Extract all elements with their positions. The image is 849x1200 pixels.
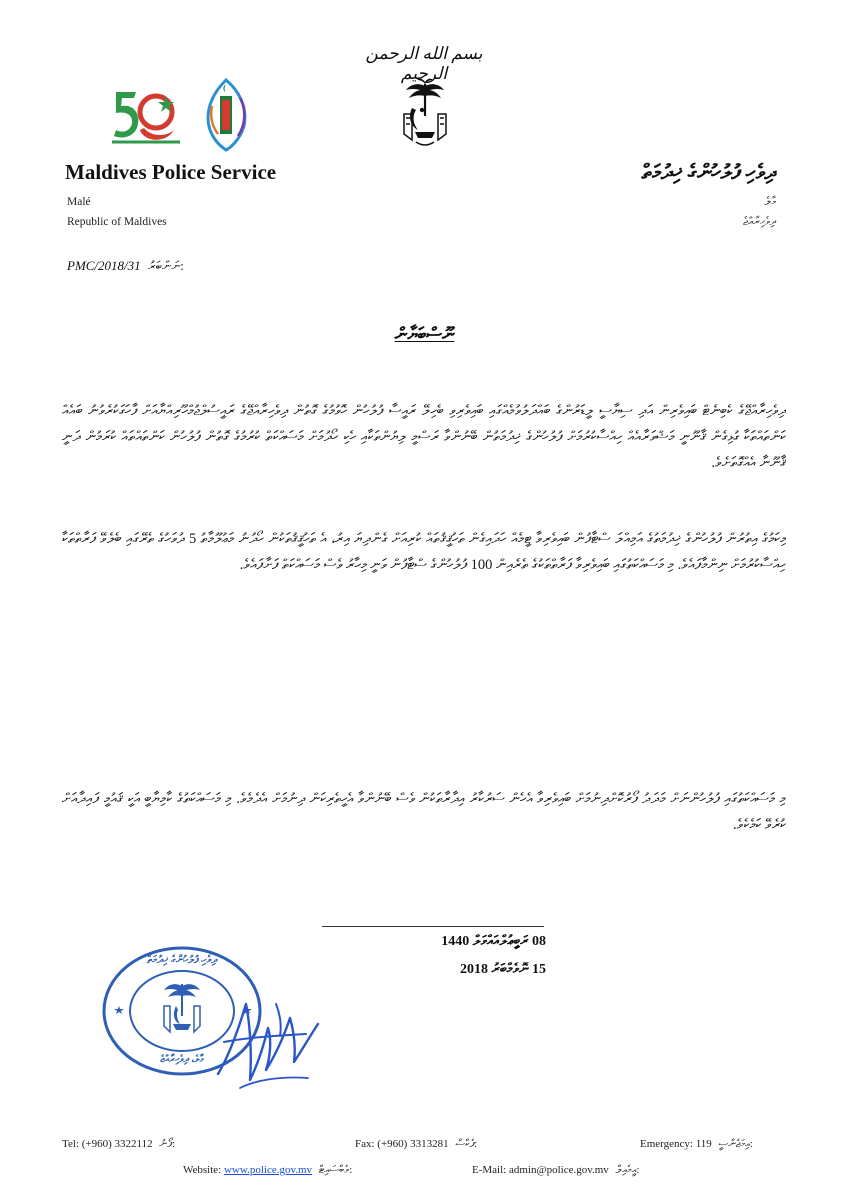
fax-number: Fax: (+960) 3313281	[355, 1138, 449, 1150]
emergency-label-dhivehi: އިމަޖެންސީ:	[718, 1138, 753, 1150]
footer-fax	[355, 1138, 477, 1151]
reference-number	[67, 258, 184, 274]
website-link[interactable]: www.police.gov.mv	[223, 1164, 313, 1176]
email-address[interactable]: E-Mail: admin@police.gov.mv	[472, 1164, 609, 1176]
telephone-label-dhivehi: ފޯނު:	[159, 1138, 176, 1150]
website-label: Website:	[183, 1164, 222, 1176]
gregorian-date	[356, 962, 546, 978]
footer-email	[472, 1164, 640, 1177]
gregorian-year: 2018	[460, 962, 489, 977]
bismillah-calligraphy: بسم الله الرحمن الرحيم	[365, 44, 483, 83]
body-paragraph-1: ދިވެހިރާއްޖޭގެ ކެބިނެޓް ބައިވެރިން އަދި ސިޔާސީ ލީޑަރުންގެ ބައްދަލުވުމެއްގައި ބައިވެރިވި ބެހިލޭ ރައީސާ ފުލުހުން ހޮވުމުގެ ގޮތުން ދިވެހިރާއްޖޭގެ ރައީސުލްޖުމްހޫރިއްޔާއަށް ފާހަގަކުރެވުނު ބައެއް ކަންތައްތަކާ ގުޅިގެން ޤާނޫނީ މަޝްވަރާއެއް ހިއްސާކުރުމަށް ފުލުހުންގެ ޚިދުމަތުން ބޭނުންވާ ރަސްމީ ލިޔުންތަކާއި ހެކި ހޯދުމަށް މަސައްކަތް ކުރުމުގެ ގޮތުން ފުލުހުން ކަންތައްތައް ކުރަމުން ދަނީ ޤާނޫނާ އެއްގޮތަށެވެ.	[62, 403, 786, 471]
emergency-number: Emergency: 119	[640, 1138, 712, 1150]
hijri-day: 08	[532, 934, 546, 949]
reference-label: ނަންބަރު:	[147, 258, 184, 273]
reference-value: PMC/2018/31	[67, 258, 141, 273]
signature-line	[322, 926, 544, 927]
state-emblem-icon	[382, 76, 468, 158]
website-label-dhivehi: ވެބްސައިޓް:	[318, 1164, 353, 1176]
country-english: Republic of Maldives	[67, 216, 167, 228]
gregorian-month: ނޮވެމްބަރު	[491, 962, 529, 977]
hijri-month: ރަބީޢުލްއައްވަލް	[472, 934, 529, 949]
city-dhivehi: މާލެ	[764, 196, 776, 208]
gregorian-day: 15	[532, 962, 546, 977]
body-paragraph-2: މިކަމުގެ އިތުރުން ފުލުހުންގެ ޚިދުމަތުގެ އަމިއްލަ ސްޓާފުން ބައިވެރިވާ ޓީމެއް ހަދައިގެން ތަހުޤީޤުތައް ކުރިއަށް ގެންދިޔަ އިރު، އެ ތަހުޤީޤުތަކުން ހޯދުނު މަޢުލޫމާތު 5 ދުވަހުގެ ތެރޭގައި ބެލެވޭ ފަރާތްތަކާ ހިއްސާކުރުމަށް ނިންމާފައެވެ. މި މަސައްކަތުގައި ބައިވެރިވާ ފަރާތްތަކުގެ ތެރެއިން 100 ފުލުހުންގެ ސްޓާފުން ވަނީ މިހާރު ވެސް މަސައްކަތް ފަށާފައެވެ.	[62, 531, 786, 573]
mps-anniversary-logo-icon	[110, 82, 184, 150]
press-release-heading: ނޫސްބަޔާން	[394, 324, 455, 344]
footer-website	[183, 1164, 352, 1177]
telephone-number: Tel: (+960) 3322112	[62, 1138, 153, 1150]
city-english: Malé	[67, 196, 91, 208]
fax-label-dhivehi: ފެކްސް:	[455, 1138, 478, 1150]
footer-telephone	[62, 1138, 175, 1151]
country-dhivehi: ދިވެހިރާއްޖެ	[743, 216, 776, 228]
handwritten-signature-icon	[210, 984, 330, 1096]
body-paragraph-3: މި މަސައްކަތުގައި ފުލުހުންނަށް މަދަދު ފޯރުކޮށްދިނުމަށް ބައިވެރިވާ އެހެން ސަރުކާރު އިދާރާތަކުން ވެސް ބޭނުންވާ އެހީތެރިކަން ދިނުމަށް އެދެމެވެ. މި މަސައްކަތުގެ ކާމިޔާބީ އަކީ ޤައުމީ ފައިދާއަށް ކުރެވޭ ކަމެކެވެ.	[62, 791, 786, 833]
stamp-bottom-text: މާލެ، ދިވެހިރާއްޖެ	[160, 1054, 204, 1065]
hijri-date	[356, 934, 546, 950]
police-crest-icon	[196, 76, 256, 152]
org-name-english: Maldives Police Service	[65, 160, 277, 184]
footer-emergency	[640, 1138, 753, 1151]
hijri-year: 1440	[441, 934, 470, 949]
org-name-dhivehi: ދިވެހި ފުލުހުންގެ ޚިދުމަތް	[641, 160, 776, 184]
stamp-top-text: ދިވެހި ފުލުހުންގެ ޚިދުމަތް	[146, 954, 218, 966]
email-label-dhivehi: އީމެއިލް:	[615, 1164, 640, 1176]
